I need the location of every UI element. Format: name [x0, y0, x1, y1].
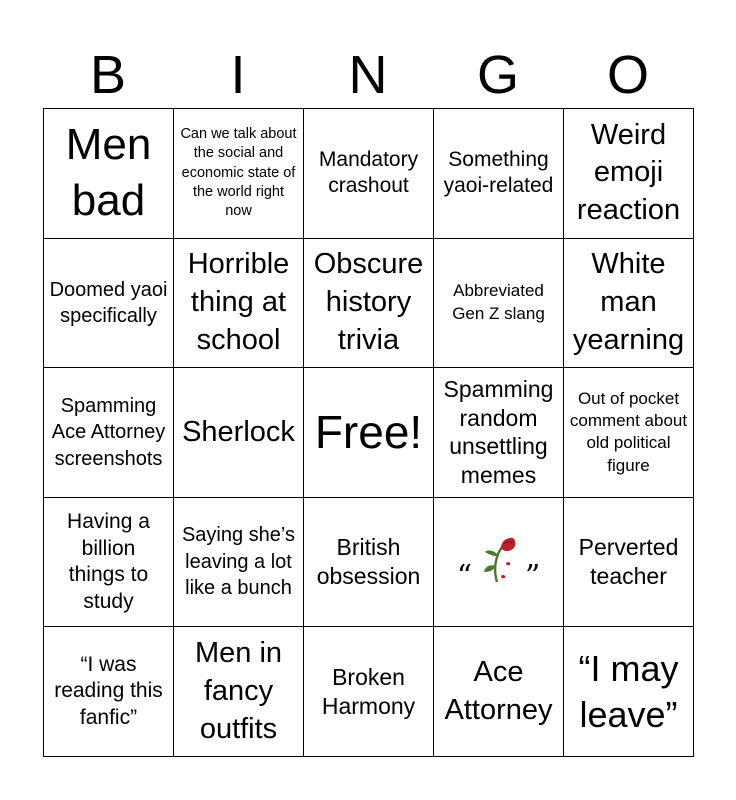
cell-text: Abbreviated Gen Z slang — [452, 281, 545, 323]
wilted-rose-icon — [477, 532, 521, 586]
cell-text: Sherlock — [182, 415, 295, 448]
bingo-cell[interactable] — [434, 627, 564, 757]
cell-text: Broken Harmony — [321, 663, 416, 719]
header-letter-i: I — [230, 45, 246, 105]
bingo-cell-rose[interactable] — [434, 497, 564, 627]
bingo-board — [43, 108, 694, 757]
header-letter-n: N — [348, 45, 388, 105]
bingo-header — [43, 42, 693, 108]
bingo-cell[interactable] — [174, 368, 304, 498]
bingo-cell[interactable] — [304, 627, 434, 757]
bingo-cell[interactable] — [304, 109, 434, 239]
board-row-1 — [44, 109, 694, 239]
cell-text: Mandatory crashout — [318, 147, 419, 198]
cell-text: Men bad — [65, 119, 152, 226]
board-row-2 — [44, 238, 694, 368]
cell-text: Doomed yaoi specifically — [49, 278, 168, 327]
cell-text: Perverted teacher — [578, 534, 679, 590]
cell-text: “I may leave” — [578, 647, 679, 735]
cell-text: Spamming Ace Attorney screenshots — [51, 394, 166, 470]
header-letter-o: O — [606, 45, 649, 105]
bingo-cell[interactable] — [174, 627, 304, 757]
cell-text: Saying she’s leaving a lot like a bunch — [181, 524, 296, 600]
cell-text: White man yearning — [572, 248, 685, 356]
cell-text: Free! — [314, 406, 423, 459]
bingo-cell[interactable] — [564, 368, 694, 498]
bingo-cell[interactable] — [564, 238, 694, 368]
bingo-cell[interactable] — [174, 238, 304, 368]
bingo-cell[interactable] — [44, 627, 174, 757]
bingo-cell[interactable] — [44, 238, 174, 368]
open-quote: “ — [456, 559, 473, 595]
cell-text: “I was reading this fanfic” — [54, 653, 163, 729]
board-row-3 — [44, 368, 694, 498]
bingo-cell[interactable] — [174, 109, 304, 239]
cell-text: Having a billion things to study — [67, 510, 150, 613]
bingo-cell[interactable] — [434, 109, 564, 239]
bingo-cell[interactable] — [44, 109, 174, 239]
bingo-cell[interactable] — [44, 497, 174, 627]
cell-text: Something yaoi-related — [443, 147, 554, 198]
board-row-4 — [44, 497, 694, 627]
cell-text: Weird emoji reaction — [576, 118, 681, 227]
cell-text: Spamming random unsettling memes — [443, 375, 554, 489]
cell-text: Out of pocket comment about old political figure — [569, 388, 688, 475]
cell-text: Ace Attorney — [444, 656, 553, 726]
bingo-cell[interactable] — [44, 368, 174, 498]
cell-text: Obscure history trivia — [313, 248, 424, 356]
bingo-cell[interactable] — [564, 497, 694, 627]
bingo-cell[interactable] — [434, 368, 564, 498]
board-row-5 — [44, 627, 694, 757]
header-letter-b: B — [89, 45, 127, 105]
close-quote: ” — [524, 559, 541, 595]
cell-text: Men in fancy outfits — [194, 637, 283, 745]
bingo-cell[interactable] — [564, 627, 694, 757]
bingo-cell[interactable] — [564, 109, 694, 239]
cell-text: Can we talk about the social and economic state of the world right now — [180, 125, 297, 220]
header-letter-g: G — [476, 45, 519, 105]
bingo-cell[interactable] — [304, 238, 434, 368]
bingo-cell[interactable] — [434, 238, 564, 368]
bingo-cell[interactable] — [174, 497, 304, 627]
bingo-cell[interactable] — [304, 497, 434, 627]
cell-text: Horrible thing at school — [187, 248, 290, 356]
free-space[interactable] — [304, 368, 434, 498]
rose-quote — [456, 532, 541, 595]
cell-text: British obsession — [316, 534, 421, 590]
